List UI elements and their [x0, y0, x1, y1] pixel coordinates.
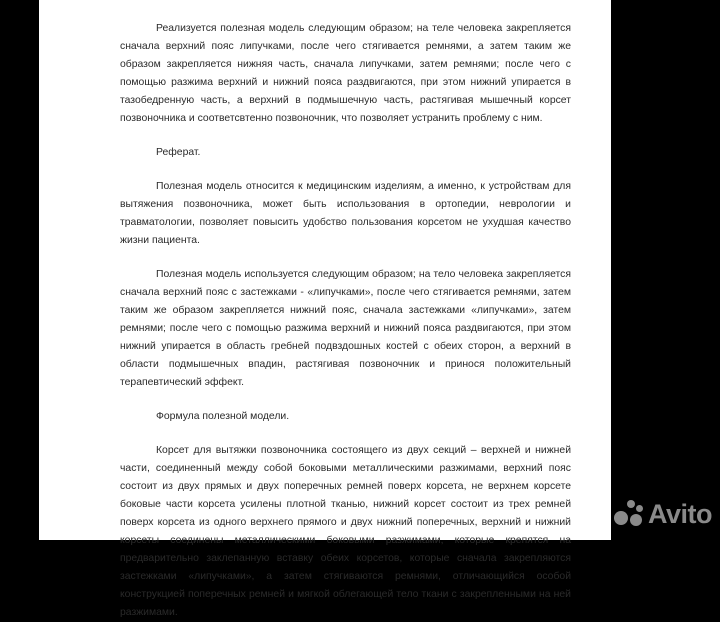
paragraph-abstract: Полезная модель относится к медицинским изделиям, а именно, к устройствам для вытяжения позвоночника, может быть использования в ортопедии, неврологии и травматологии, позволяет повысить удобство пользования корсетом не ухудшая качество жизни пациента.: [120, 181, 571, 246]
avito-logo-text: Avito: [648, 498, 712, 529]
paragraph-usage: Полезная модель используется следующим образом; на тело человека закрепляется сначала верхний пояс с застежками - «липучками», после чего стягивается ремнями, затем таким же образом закрепляется нижний пояс, сначала застежками «липучками», затем ремнями; после чего с помощью разжима верхний и нижний пояса раздвигаются, при этом нижний упирается в область гребней подвздошных костей с обеих сторон, а верхний в области подмышечных впадин, растягивая позвоночник и принося положительный терапевтический эффект.: [120, 269, 571, 388]
paragraph-formula: Корсет для вытяжки позвоночника состоящего из двух секций – верхней и нижней части, соединенный между собой боковыми металлическими разжимами, верхний пояс состоит из двух прямых и двух поперечных ремней поверх корсета, не верхнем корсете боковые части корсета усилены плотной тканью, нижний корсет состоит из трех ремней поверх корсета из одного верхнего прямого и двух нижний поперечных, верхний и нижний корсеты соединены металлическими боковыми разжимами, которые крепятся на предварительно заклепанную вставку обеих корсетов, которые сначала закрепляются застежками «липучками», а затем стягиваются ремнями, отличающийся особой конструкцией поперечных ремней и мягкой облегающей тело ткани с закрепленными на ней разжимами.: [120, 445, 571, 618]
avito-watermark: [614, 494, 720, 534]
document-body: [120, 20, 571, 622]
heading-abstract: Реферат.: [156, 147, 201, 158]
paragraph-implementation: Реализуется полезная модель следующим образом; на теле человека закрепляется сначала верхний пояс липучками, после чего стягивается ремнями, а затем таким же образом закрепляется нижняя часть, сначала липучками, затем ремнями; после чего с помощью разжима верхний и нижний пояса раздвигаются, при этом нижний упирается в тазобедренную часть, а верхний в подмышечную часть, растягивая мышечный корсет позвоночника и соответсвтенно позвоночник, что позволяет устранить проблему с ним.: [120, 23, 571, 124]
avito-dots-icon: [614, 500, 644, 528]
heading-formula: Формула полезной модели.: [156, 411, 290, 422]
document-page: [39, 0, 611, 618]
